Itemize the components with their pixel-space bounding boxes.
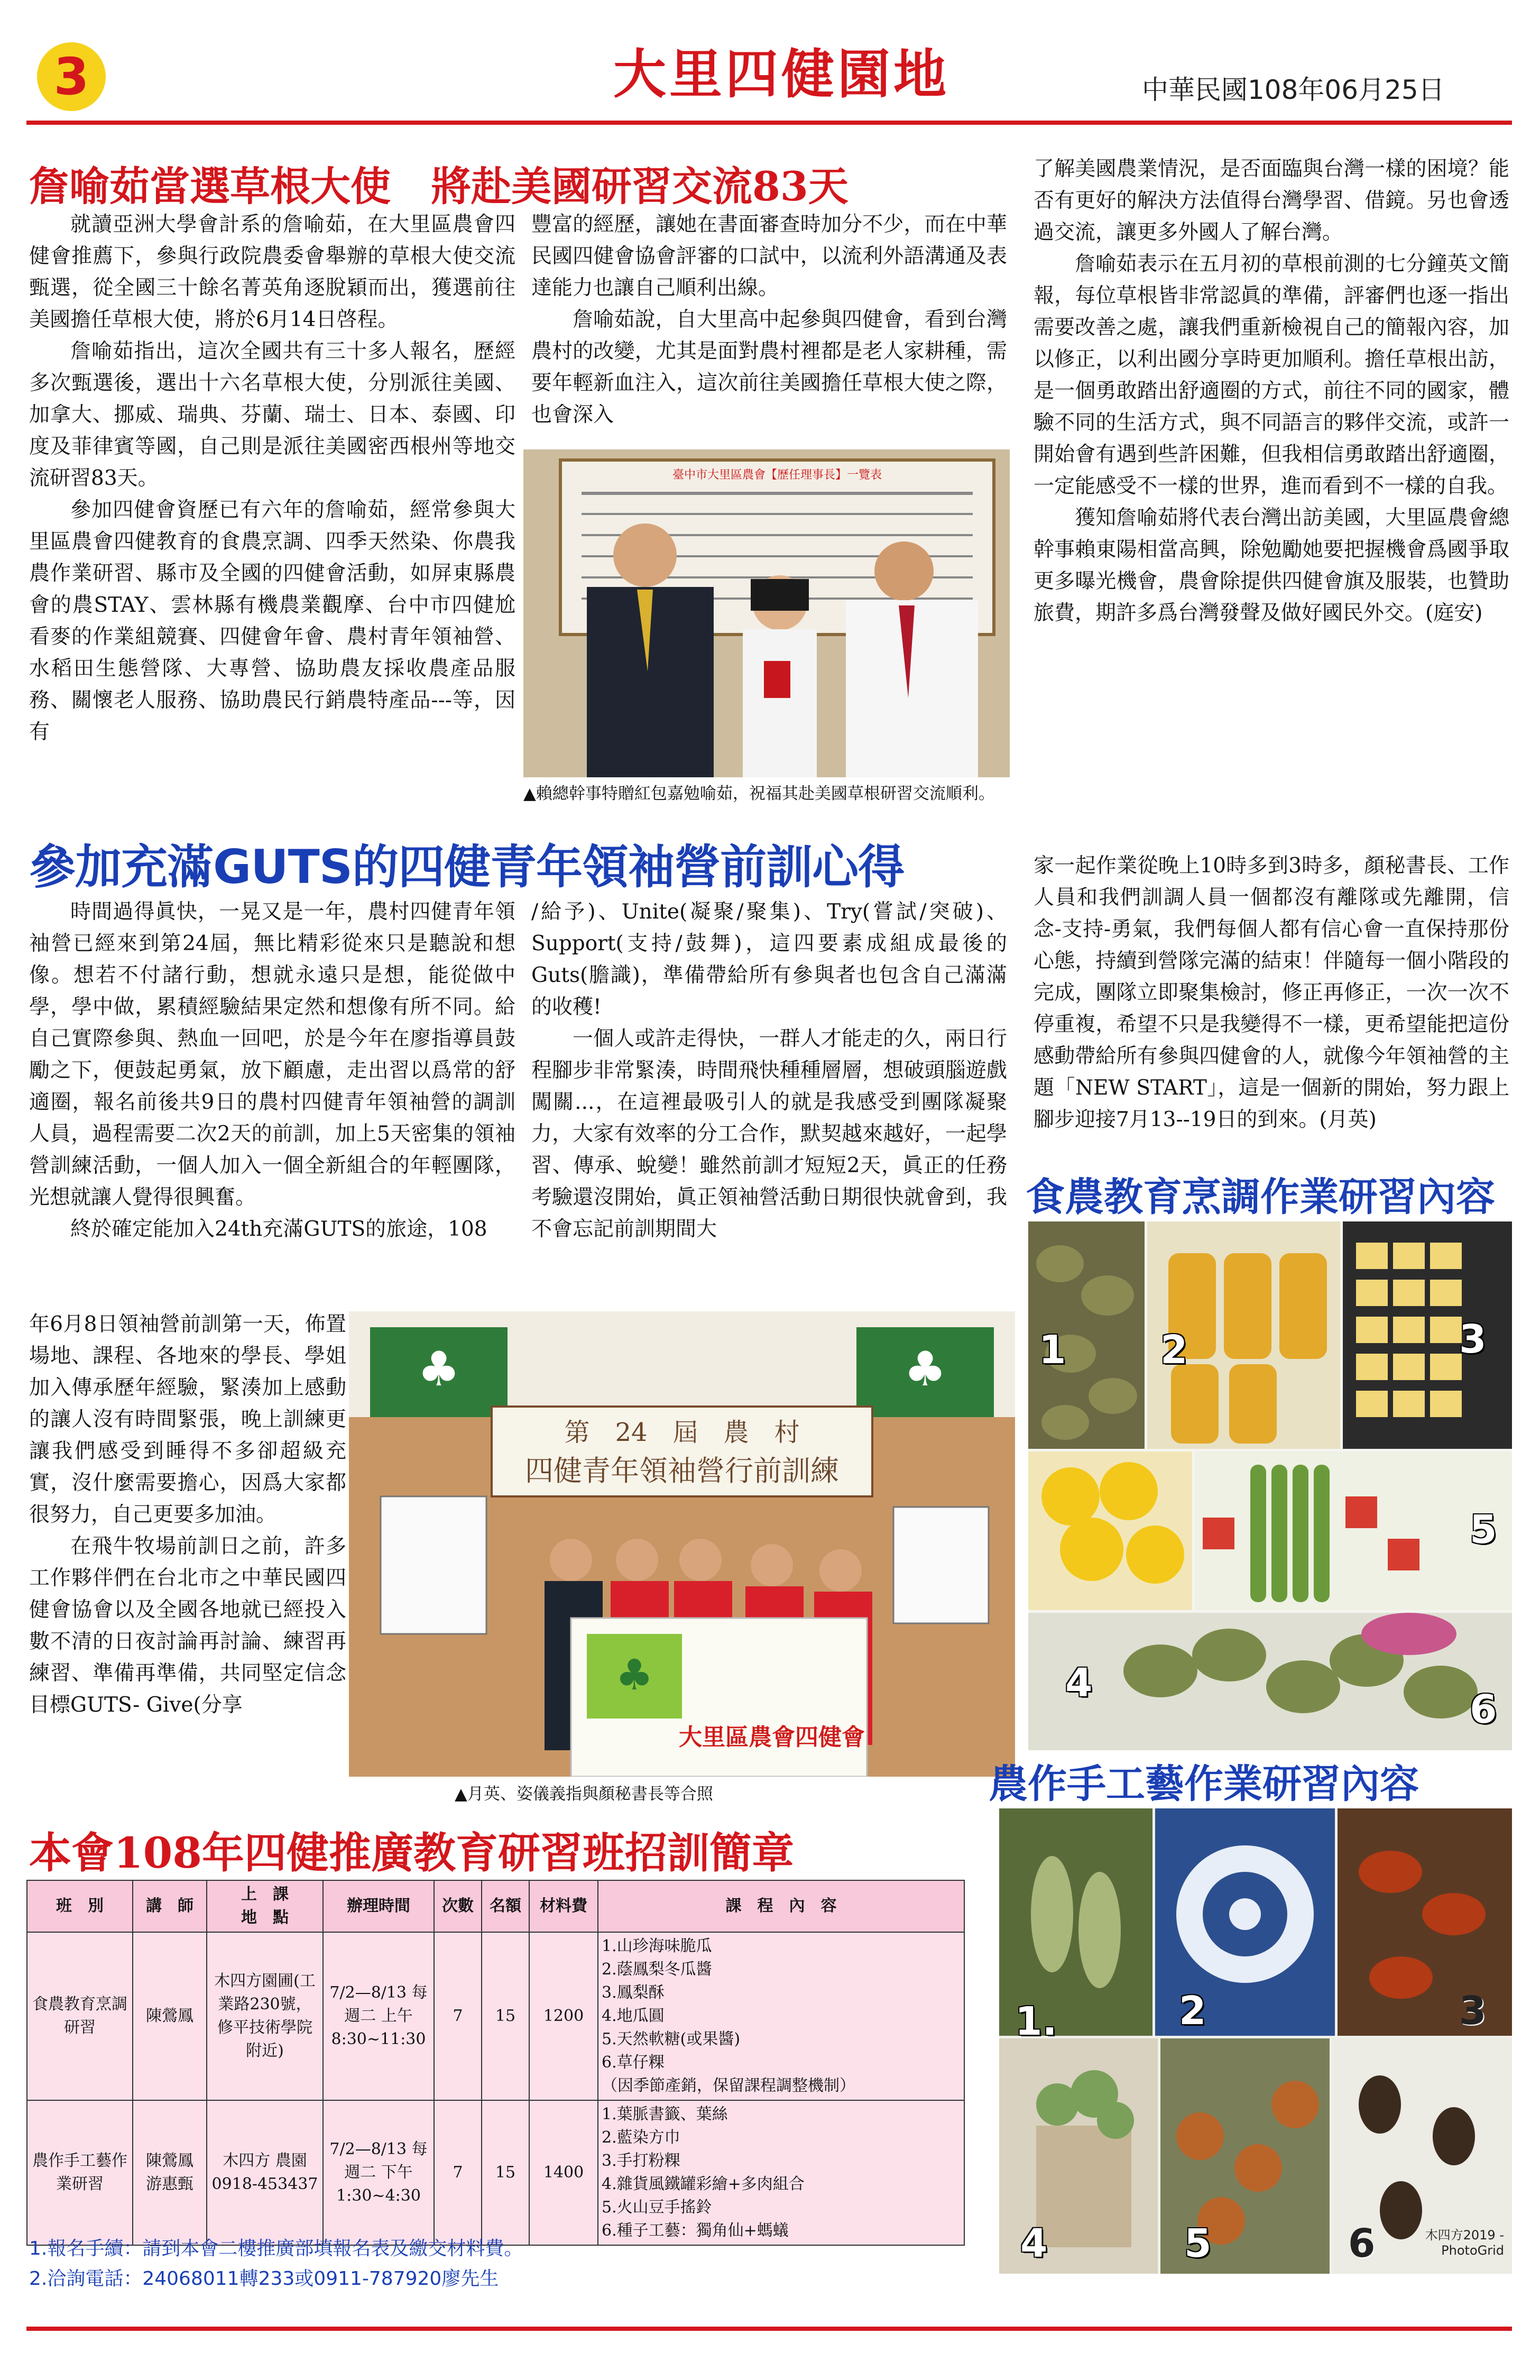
svg-text:♣: ♣ <box>615 1650 653 1699</box>
course-item: 6.種子工藝：獨角仙+螞蟻 <box>602 2221 789 2240</box>
course-item: 4.雜貨風鐵罐彩繪+多肉組合 <box>602 2175 805 2193</box>
article1-column-2 <box>531 209 1007 431</box>
cell-fee: 1200 <box>529 1932 598 2100</box>
banner-line-2: 四健青年領袖營行前訓練 <box>525 1454 839 1487</box>
paragraph: 獲知詹喻茹將代表台灣出訪美國，大里區農會總幹事賴東陽相當高興，除勉勵她要把握機會爲國爭取更多曝光機會，農會除提供四健會旗及服裝，也贊助旅費，期許多爲台灣發聲及做好國民外交。(庭安) <box>1034 506 1509 625</box>
gallery2-title: 農作手工藝作業研習內容 <box>989 1761 1419 1807</box>
header-content: 課 程 內 容 <box>598 1880 964 1932</box>
paragraph: 家一起作業從晚上10時多到3時多，顏秘書長、工作人員和我們訓調人員一個都沒有離隊或先離開，信念-支持-勇氣，我們每個人都有信心會一直保持那份心態，持續到營隊完滿的結束！伴隨每一個小階段的完成，團隊立即聚集檢討，修正再修正，一次一次不停重複，希望不只是我變得不一樣，更希望能把這份感動帶給所有參與四健會的人，就像今年領袖營的主題「NEW START」，這是一個新的開始，努力跟上腳步迎接7月13--19日的到來。(月英) <box>1034 854 1509 1132</box>
header-location: 上 課 地 點 <box>207 1880 323 1932</box>
paragraph: 詹喻茹指出，這次全國共有三十多人報名，歷經多次甄選後，選出十六名草根大使，分別派往美國、加拿大、挪威、瑞典、芬蘭、瑞士、日本、泰國、印度及菲律賓等國，自己則是派往美國密西根州等地交流研習83天。 <box>29 339 515 490</box>
paragraph: 就讀亞洲大學會計系的詹喻茹，在大里區農會四健會推薦下，參與行政院農委會舉辦的草根大使交流甄選，從全國三十餘名菁英角逐脫穎而出，獲選前往美國擔任草根大使，將於6月14日啓程。 <box>29 213 515 332</box>
article2-column-2 <box>531 896 1007 1245</box>
article2-photo <box>349 1311 1015 1777</box>
course-table <box>26 1880 965 2246</box>
registration-note: 1.報名手續：請到本會二樓推廣部填報名表及繳交材料費。 <box>29 2238 523 2259</box>
cell-class: 食農教育烹調研習 <box>27 1932 133 2100</box>
cell-time: 7/2—8/13 每週二 上午 8:30~11:30 <box>323 1932 434 2100</box>
gallery2-label-3: 3 <box>1459 1988 1487 2034</box>
table-row <box>27 2100 964 2245</box>
paragraph: 詹喻茹表示在五月初的草根前測的七分鐘英文簡報，每位草根皆非常認眞的準備，評審們也逐一指出需要改善之處，讓我們重新檢視自己的簡報內容，加以修正，以利出國分享時更加順利。擔任草根出訪，是一個勇敢踏出舒適圈的方式，前往不同的國家，體驗不同的生活方式，與不同語言的夥伴交流，或許一開始會有遇到些許困難，但我相信勇敢踏出舒適圈，一定能感受不一樣的世界，進而看到不一樣的自我。 <box>1034 252 1509 498</box>
gallery2-label-5: 5 <box>1184 2221 1212 2266</box>
course-item: 2.蔭鳳梨冬瓜醬 <box>602 1960 712 1979</box>
cell-count: 7 <box>434 1932 482 2100</box>
course-item: 5.火山豆手搖鈴 <box>602 2198 712 2217</box>
gallery1-label-5: 5 <box>1470 1507 1497 1552</box>
gallery2-watermark: 木四方2019 - PhotoGrid <box>1425 2228 1504 2258</box>
header-teacher: 講 師 <box>133 1880 207 1932</box>
article1-column-1 <box>29 209 515 748</box>
course-item: 1.葉脈書籤、葉絲 <box>602 2105 728 2124</box>
gallery2-label-2: 2 <box>1179 1988 1206 2034</box>
course-note: （因季節產銷，保留課程調整機制） <box>602 2076 855 2095</box>
paragraph: /給予)、Unite(凝聚/聚集)、Try(嘗試/突破)、Support(支持/鼓舞)，這四要素成組成最後的Guts(膽識)，準備帶給所有參與者也包含自己滿滿的收穫! <box>531 900 1007 1019</box>
gallery2-label-1: 1. <box>1015 1999 1057 2044</box>
cell-teacher: 陳鶯鳳 <box>133 1932 207 2100</box>
svg-text:♣: ♣ <box>903 1341 947 1397</box>
article1-photo <box>523 449 1010 777</box>
gallery1-collage <box>1028 1221 1512 1750</box>
header-time: 辦理時間 <box>323 1880 434 1932</box>
table-row <box>27 1932 964 2100</box>
cell-content <box>598 2100 964 2245</box>
recruit-title: 本會108年四健推廣教育研習班招訓簡章 <box>29 1828 794 1878</box>
course-item: 2.藍染方巾 <box>602 2128 680 2147</box>
paragraph: 一個人或許走得快，一群人才能走的久，兩日行程腳步非常緊湊，時間飛快種種層層，想破頭腦遊戲闖關...，在這裡最吸引人的就是我感受到團隊凝聚力，大家有效率的分工合作，默契越來越好，一起學習、傳承、蛻變！雖然前訓才短短2天，眞正的任務考驗還沒開始，眞正領袖營活動日期很快就會到，我不會忘記前訓期間大 <box>531 1027 1007 1241</box>
header-quota: 名額 <box>482 1880 529 1932</box>
article2-column-1 <box>29 896 515 1245</box>
article2-photo-caption: ▲月英、姿儀義指與顏秘書長等合照 <box>455 1785 713 1804</box>
paragraph: 參加四健會資歷已有六年的詹喻茹，經常參與大里區農會四健教育的食農烹調、四季天然染、你農我農作業研習、縣市及全國的四健會活動，如屏東縣農會的農STAY、雲林縣有機農業觀摩、台中市四健尬看麥的作業組競賽、四健會年會、農村青年領袖營、水稻田生態營隊、大專營、協助農友採收農產品服務、關懷老人服務、協助農民行銷農特產品---等，因有 <box>29 498 515 744</box>
page-number-badge: 3 <box>37 42 106 111</box>
gallery1-label-2: 2 <box>1160 1327 1188 1373</box>
header-rule <box>26 121 1512 125</box>
cell-location: 木四方 農園 0918-453437 <box>207 2100 323 2245</box>
gallery1-title: 食農教育烹調作業研習內容 <box>1026 1174 1495 1220</box>
paragraph: 終於確定能加入24th充滿GUTS的旅途，108 <box>70 1217 487 1241</box>
paragraph: 在飛牛牧場前訓日之前，許多工作夥伴們在台北市之中華民國四健會協會以及全國各地就已經投入數不清的日夜討論再討論、練習再練習、準備再準備，共同堅定信念目標GUTS- Give(分享 <box>29 1534 346 1717</box>
paragraph: 時間過得眞快，一晃又是一年，農村四健青年領袖營已經來到第24屆，無比精彩從來只是聽說和想像。想若不付諸行動，想就永遠只是想，能從做中學，學中做，累積經驗結果定然和想像有所不同。給自己實際參與、熱血一回吧，於是今年在廖指導員鼓勵之下，便鼓起勇氣，放下顧慮，走出習以爲常的舒適圈，報名前後共9日的農村四健青年領袖營的調訓人員，過程需要二次2天的前訓，加上5天密集的領袖營訓練活動，一個人加入一個全新組合的年輕團隊，光想就讓人覺得很興奮。 <box>29 900 515 1209</box>
header-class: 班 別 <box>27 1880 133 1932</box>
cell-time: 7/2—8/13 每週二 下午 1:30~4:30 <box>323 2100 434 2245</box>
gallery2-label-6: 6 <box>1348 2221 1376 2266</box>
paragraph: 豐富的經歷，讓她在書面審查時加分不少，而在中華民國四健會協會評審的口試中，以流利外語溝通及表達能力也讓自己順利出線。 <box>531 213 1007 300</box>
gallery2-collage <box>999 1808 1512 2274</box>
header-count: 次數 <box>434 1880 482 1932</box>
header-fee: 材料費 <box>529 1880 598 1932</box>
banner-line-1: 第 24 屆 農 村 <box>564 1418 800 1447</box>
svg-text:♣: ♣ <box>417 1341 460 1397</box>
contact-note: 2.洽詢電話：24068011轉233或0911-787920廖先生 <box>29 2268 499 2290</box>
article2-column-3 <box>1034 850 1509 1136</box>
cell-content <box>598 1932 964 2100</box>
course-item: 3.手打粉粿 <box>602 2152 680 2170</box>
masthead-title: 大里四健園地 <box>613 43 949 105</box>
gallery1-label-4: 4 <box>1065 1660 1093 1706</box>
gallery1-label-3: 3 <box>1459 1317 1487 1362</box>
paragraph: 詹喻茹說，自大里高中起參與四健會，看到台灣農村的改變，尤其是面對農村裡都是老人家耕種，需要年輕新血注入，這次前往美國擔任草根大使之際，也會深入 <box>531 308 1007 427</box>
cell-quota: 15 <box>482 1932 529 2100</box>
paragraph: 了解美國農業情況，是否面臨與台灣一樣的困境？能否有更好的解決方法值得台灣學習、借鏡。另也會透過交流，讓更多外國人了解台灣。 <box>1034 157 1509 244</box>
cell-class: 農作手工藝作業研習 <box>27 2100 133 2245</box>
cell-count: 7 <box>434 2100 482 2245</box>
gallery1-label-6: 6 <box>1470 1687 1497 1732</box>
gallery1-label-1: 1 <box>1039 1327 1066 1373</box>
course-item: 1.山珍海味脆瓜 <box>602 1937 712 1955</box>
article1-title: 詹喻茹當選草根大使 將赴美國研習交流83天 <box>29 163 849 210</box>
cell-teacher: 陳鶯鳳 游惠甄 <box>133 2100 207 2245</box>
article1-column-3 <box>1034 153 1509 629</box>
article2-column-1b <box>29 1309 346 1721</box>
footer-rule <box>26 2327 1512 2331</box>
course-item: 5.天然軟糖(或果醬) <box>602 2030 741 2048</box>
table-header-row <box>27 1880 964 1932</box>
article2-title: 參加充滿GUTS的四健青年領袖營前訓心得 <box>29 840 905 894</box>
cell-location: 木四方園圃(工業路230號，修平技術學院附近) <box>207 1932 323 2100</box>
wall-chart-title: 臺中市大里區農會【歷任理事長】一覽表 <box>672 468 882 482</box>
article1-photo-caption: ▲賴總幹事特贈紅包嘉勉喻茹，祝福其赴美國草根研習交流順利。 <box>523 784 995 803</box>
course-item: 3.鳳梨酥 <box>602 1983 665 2002</box>
course-item: 4.地瓜圓 <box>602 2007 665 2025</box>
cell-fee: 1400 <box>529 2100 598 2245</box>
gallery2-label-4: 4 <box>1020 2221 1048 2266</box>
paragraph: 年6月8日領袖營前訓第一天，佈置場地、課程、各地來的學長、學姐加入傳承歷年經驗，緊湊加上感動的讓人沒有時間緊張，晚上訓練更讓我們感受到睡得不多卻超級充實，沒什麼需要擔心，因爲大家都很努力，自己更要多加油。 <box>29 1312 346 1527</box>
issue-date: 中華民國108年06月25日 <box>1142 75 1445 105</box>
cell-quota: 15 <box>482 2100 529 2245</box>
course-item: 6.草仔粿 <box>602 2053 665 2072</box>
flag-text: 大里區農會四健會 <box>679 1724 865 1751</box>
